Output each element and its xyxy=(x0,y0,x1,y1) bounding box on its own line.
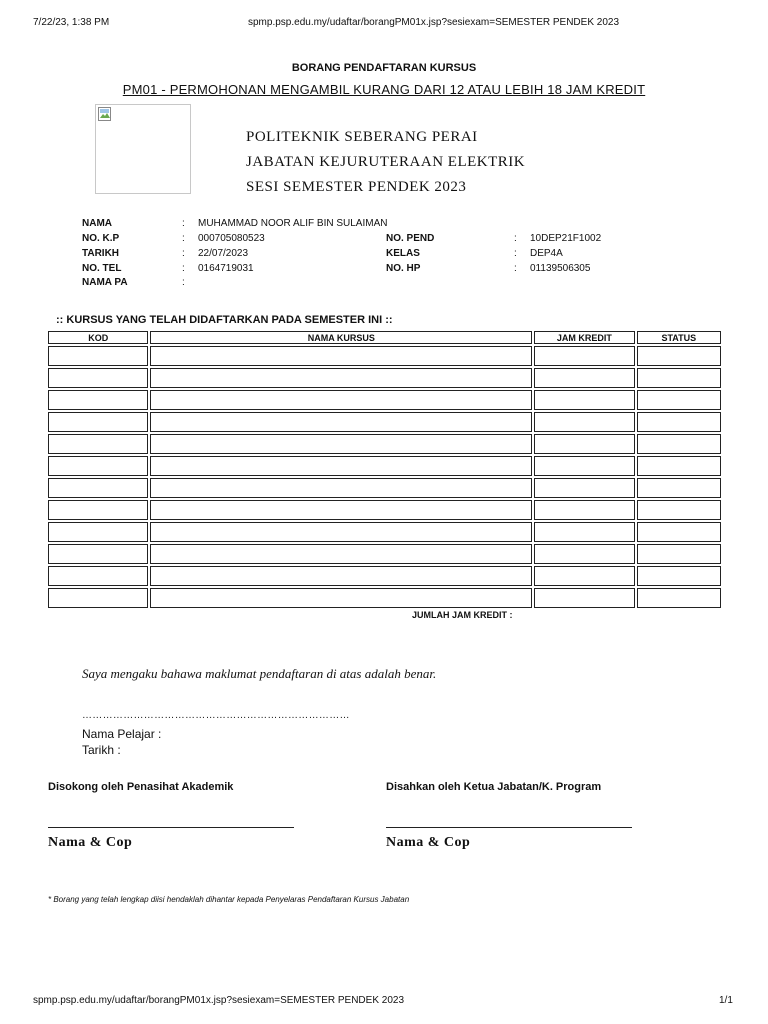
status-cell xyxy=(637,544,721,564)
colon: : xyxy=(514,233,517,244)
nama-kursus-cell xyxy=(150,500,532,520)
name-stamp-right: Nama & Cop xyxy=(386,835,471,850)
student-date-field: Tarikh : xyxy=(82,743,121,757)
table-row xyxy=(48,412,721,432)
form-title: BORANG PENDAFTARAN KURSUS xyxy=(291,62,477,74)
status-cell xyxy=(637,478,721,498)
colon: : xyxy=(182,218,185,229)
session-name: SESI SEMESTER PENDEK 2023 xyxy=(246,179,467,195)
signature-dots: …………………………………………………………………… xyxy=(82,710,350,721)
status-cell xyxy=(637,434,721,454)
table-row xyxy=(48,434,721,454)
table-row xyxy=(48,390,721,410)
nopend-value: 10DEP21F1002 xyxy=(530,233,602,244)
notel-label: NO. TEL xyxy=(82,263,122,274)
status-cell xyxy=(637,500,721,520)
colon: : xyxy=(514,248,517,259)
jam-kredit-cell xyxy=(534,456,634,476)
kod-cell xyxy=(48,434,148,454)
jam-kredit-cell xyxy=(534,434,634,454)
department-name: JABATAN KEJURUTERAAN ELEKTRIK xyxy=(246,154,526,170)
institution-name: POLITEKNIK SEBERANG PERAI xyxy=(246,129,478,145)
status-cell xyxy=(637,368,721,388)
status-cell xyxy=(637,522,721,542)
colon: : xyxy=(182,233,185,244)
status-cell xyxy=(637,588,721,608)
jam-kredit-cell xyxy=(534,412,634,432)
broken-image-icon xyxy=(98,107,112,121)
nama-kursus-cell xyxy=(150,588,532,608)
kod-cell xyxy=(48,368,148,388)
status-cell xyxy=(637,566,721,586)
jam-kredit-cell xyxy=(534,478,634,498)
print-url-footer: spmp.psp.edu.my/udaftar/borangPM01x.jsp?sesiexam=SEMESTER PENDEK 2023 xyxy=(33,995,405,1006)
nama-kursus-cell xyxy=(150,412,532,432)
head-approval-label: Disahkan oleh Ketua Jabatan/K. Program xyxy=(386,781,602,793)
nama-kursus-cell xyxy=(150,456,532,476)
kod-cell xyxy=(48,346,148,366)
column-header-jam-kredit: JAM KREDIT xyxy=(534,331,634,344)
jam-kredit-cell xyxy=(534,500,634,520)
student-name-field: Nama Pelajar : xyxy=(82,727,162,741)
nama-kursus-cell xyxy=(150,434,532,454)
colon: : xyxy=(182,263,185,274)
table-row xyxy=(48,522,721,542)
courses-table xyxy=(46,329,723,610)
courses-header-row xyxy=(48,331,721,344)
kod-cell xyxy=(48,456,148,476)
name-stamp-left: Nama & Cop xyxy=(48,835,133,850)
form-subtitle: PM01 - PERMOHONAN MENGAMBIL KURANG DARI 12 ATAU LEBIH 18 JAM KREDIT xyxy=(122,82,646,97)
advisor-support-label: Disokong oleh Penasihat Akademik xyxy=(48,781,234,793)
table-row xyxy=(48,500,721,520)
signature-line-right xyxy=(386,827,632,828)
signature-line-left xyxy=(48,827,294,828)
status-cell xyxy=(637,456,721,476)
jam-kredit-cell xyxy=(534,544,634,564)
tarikh-label: TARIKH xyxy=(82,248,120,259)
jam-kredit-cell xyxy=(534,522,634,542)
kelas-value: DEP4A xyxy=(530,248,563,259)
kod-cell xyxy=(48,500,148,520)
print-url-header: spmp.psp.edu.my/udaftar/borangPM01x.jsp?sesiexam=SEMESTER PENDEK 2023 xyxy=(248,17,620,28)
nama-kursus-cell xyxy=(150,346,532,366)
column-header-kod: KOD xyxy=(48,331,148,344)
kod-cell xyxy=(48,544,148,564)
courses-heading: :: KURSUS YANG TELAH DIDAFTARKAN PADA SEMESTER INI :: xyxy=(56,314,393,326)
column-header-status: STATUS xyxy=(637,331,721,344)
table-row xyxy=(48,566,721,586)
kod-cell xyxy=(48,412,148,432)
nohp-value: 01139506305 xyxy=(530,263,591,274)
nama-value: MUHAMMAD NOOR ALIF BIN SULAIMAN xyxy=(198,218,388,229)
colon: : xyxy=(182,277,185,288)
nama-kursus-cell xyxy=(150,522,532,542)
kod-cell xyxy=(48,588,148,608)
nama-kursus-cell xyxy=(150,478,532,498)
jam-kredit-cell xyxy=(534,566,634,586)
jam-kredit-cell xyxy=(534,588,634,608)
kod-cell xyxy=(48,522,148,542)
namapa-label: NAMA PA xyxy=(82,277,128,288)
status-cell xyxy=(637,346,721,366)
status-cell xyxy=(637,412,721,432)
kod-cell xyxy=(48,390,148,410)
colon: : xyxy=(182,248,185,259)
table-row xyxy=(48,368,721,388)
notel-value: 0164719031 xyxy=(198,263,254,274)
tarikh-value: 22/07/2023 xyxy=(198,248,249,259)
jam-kredit-cell xyxy=(534,390,634,410)
nokp-label: NO. K.P xyxy=(82,233,120,244)
kelas-label: KELAS xyxy=(386,248,420,259)
kod-cell xyxy=(48,566,148,586)
nama-label: NAMA xyxy=(82,218,112,229)
colon: : xyxy=(514,263,517,274)
table-row xyxy=(48,456,721,476)
table-row xyxy=(48,588,721,608)
nama-kursus-cell xyxy=(150,544,532,564)
jam-kredit-cell xyxy=(534,346,634,366)
nokp-value: 000705080523 xyxy=(198,233,265,244)
submission-note: * Borang yang telah lengkap diisi hendaklah dihantar kepada Penyelaras Pendaftaran Kursus Jabatan xyxy=(48,895,410,904)
table-row xyxy=(48,346,721,366)
declaration-text: Saya mengaku bahawa maklumat pendaftaran di atas adalah benar. xyxy=(82,666,437,681)
nama-kursus-cell xyxy=(150,390,532,410)
total-credit-label: JUMLAH JAM KREDIT : xyxy=(412,610,513,620)
nopend-label: NO. PEND xyxy=(386,233,435,244)
column-header-nama-kursus: NAMA KURSUS xyxy=(150,331,532,344)
nama-kursus-cell xyxy=(150,566,532,586)
nama-kursus-cell xyxy=(150,368,532,388)
page-number: 1/1 xyxy=(719,995,733,1006)
kod-cell xyxy=(48,478,148,498)
nohp-label: NO. HP xyxy=(386,263,421,274)
table-row xyxy=(48,478,721,498)
status-cell xyxy=(637,390,721,410)
jam-kredit-cell xyxy=(534,368,634,388)
table-row xyxy=(48,544,721,564)
print-datetime: 7/22/23, 1:38 PM xyxy=(33,17,110,28)
institution-logo xyxy=(95,104,191,194)
